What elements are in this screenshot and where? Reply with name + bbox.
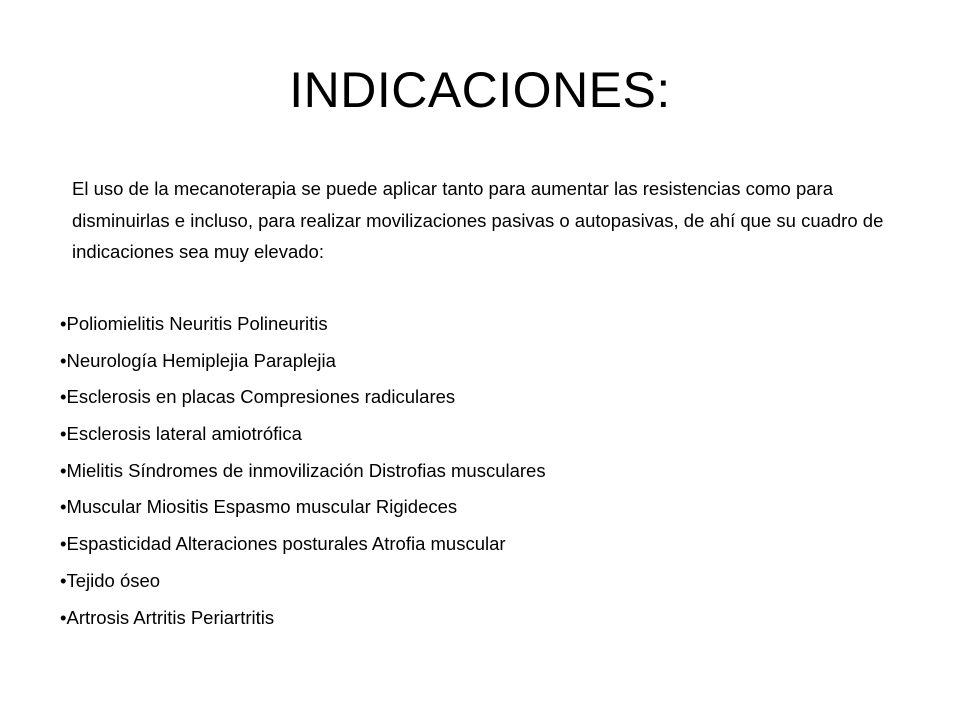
list-item: •Poliomielitis Neuritis Polineuritis xyxy=(60,313,328,334)
list-item: •Tejido óseo xyxy=(60,569,161,591)
list-item: •Artrosis Artritis Periartritis xyxy=(60,606,275,628)
indications-list xyxy=(60,306,546,636)
list-item: •Esclerosis lateral amiotrófica xyxy=(60,423,302,445)
list-item: •Espasticidad Alteraciones posturales Atrofia muscular xyxy=(60,533,506,555)
intro-paragraph: El uso de la mecanoterapia se puede aplicar tanto para aumentar las resistencias como para disminuirlas e incluso, para realizar movilizaciones pasivas o autopasivas, de ahí que su cuadro de indicaciones sea muy elevado: xyxy=(72,178,884,262)
list-item: •Neurología Hemiplejia Paraplejia xyxy=(60,349,336,371)
list-item: •Mielitis Síndromes de inmovilización Distrofias musculares xyxy=(60,459,546,481)
list-item: •Muscular Miositis Espasmo muscular Rigideces xyxy=(60,496,458,518)
slide-title: INDICACIONES: xyxy=(289,62,671,118)
list-item: •Esclerosis en placas Compresiones radiculares xyxy=(60,386,456,408)
